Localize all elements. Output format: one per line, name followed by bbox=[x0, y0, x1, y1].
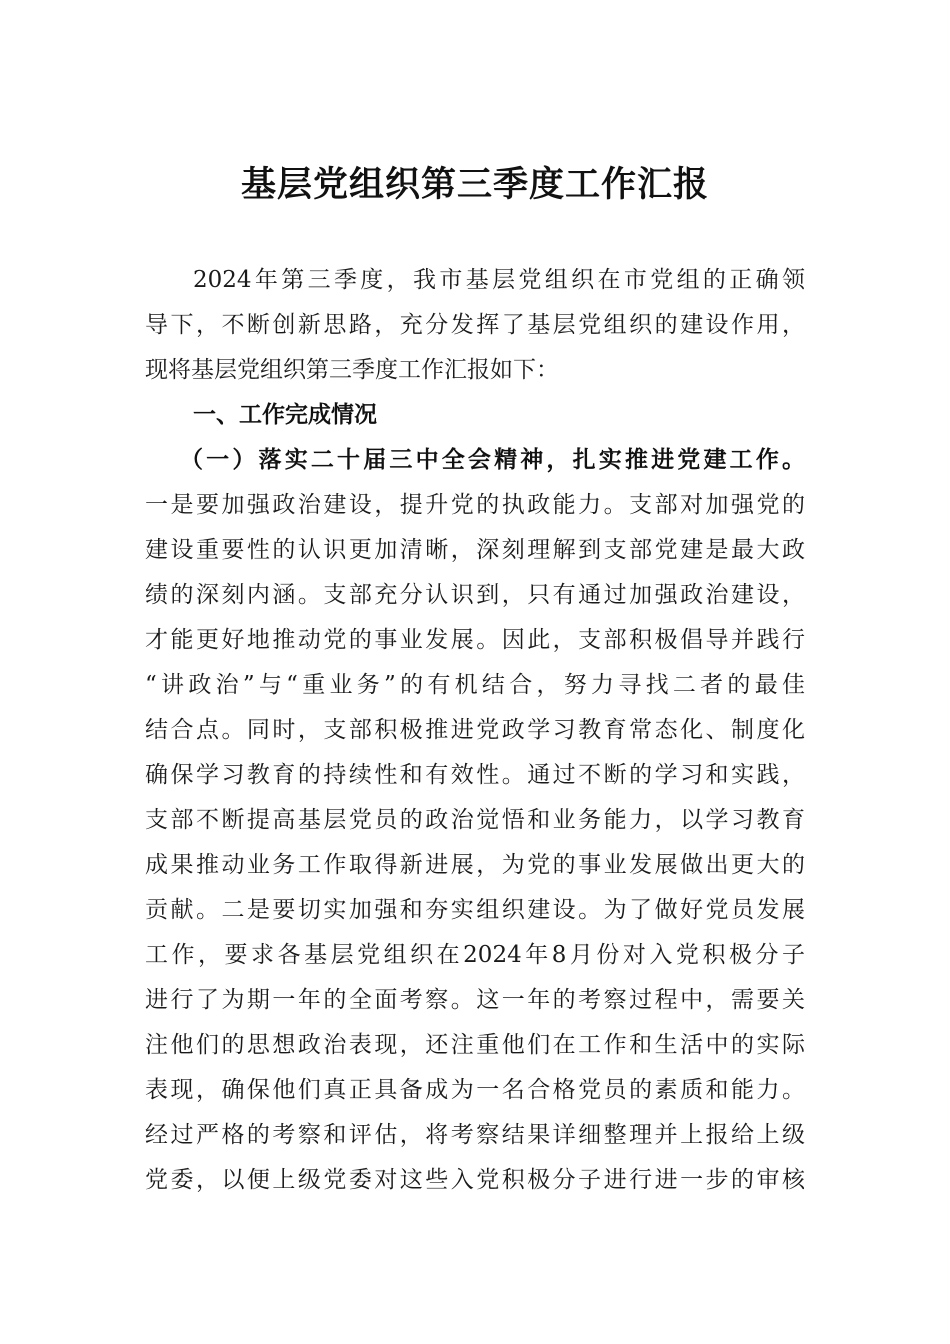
body-line: 成果推动业务工作取得新进展，为党的事业发展做出更大的 bbox=[145, 852, 805, 878]
subsection-heading: （一）落实二十届三中全会精神，扎实推进党建工作。 bbox=[180, 446, 805, 473]
document-title: 基层党组织第三季度工作汇报 bbox=[240, 164, 709, 205]
body-line: “讲政治”与“重业务”的有机结合，努力寻找二者的最佳 bbox=[145, 672, 805, 698]
section-heading: 一、工作完成情况 bbox=[193, 402, 377, 428]
body-line: 结合点。同时，支部积极推进党政学习教育常态化、制度化 bbox=[145, 717, 805, 743]
body-line: 绩的深刻内涵。支部充分认识到，只有通过加强政治建设， bbox=[145, 582, 805, 608]
body-line: 表现，确保他们真正具备成为一名合格党员的素质和能力。 bbox=[145, 1077, 805, 1103]
body-line: 贡献。二是要切实加强和夯实组织建设。为了做好党员发展 bbox=[145, 897, 805, 923]
intro-line: 2024年第三季度，我市基层党组织在市党组的正确领 bbox=[193, 267, 805, 293]
body-line: 建设重要性的认识更加清晰，深刻理解到支部党建是最大政 bbox=[145, 537, 805, 563]
intro-line: 导下，不断创新思路，充分发挥了基层党组织的建设作用， bbox=[145, 312, 805, 338]
body-line: 进行了为期一年的全面考察。这一年的考察过程中，需要关 bbox=[145, 987, 805, 1013]
body-line: 党委，以便上级党委对这些入党积极分子进行进一步的审核 bbox=[145, 1167, 805, 1193]
body-line: 注他们的思想政治表现，还注重他们在工作和生活中的实际 bbox=[145, 1032, 805, 1058]
intro-line: 现将基层党组织第三季度工作汇报如下： bbox=[145, 357, 559, 383]
body-line: 才能更好地推动党的事业发展。因此，支部积极倡导并践行 bbox=[145, 627, 805, 653]
body-line: 经过严格的考察和评估，将考察结果详细整理并上报给上级 bbox=[145, 1122, 805, 1148]
body-line: 确保学习教育的持续性和有效性。通过不断的学习和实践， bbox=[145, 762, 805, 788]
body-line: 支部不断提高基层党员的政治觉悟和业务能力，以学习教育 bbox=[145, 807, 805, 833]
body-line: 工作，要求各基层党组织在2024年8月份对入党积极分子 bbox=[145, 942, 805, 968]
body-line: 一是要加强政治建设，提升党的执政能力。支部对加强党的 bbox=[145, 492, 805, 518]
